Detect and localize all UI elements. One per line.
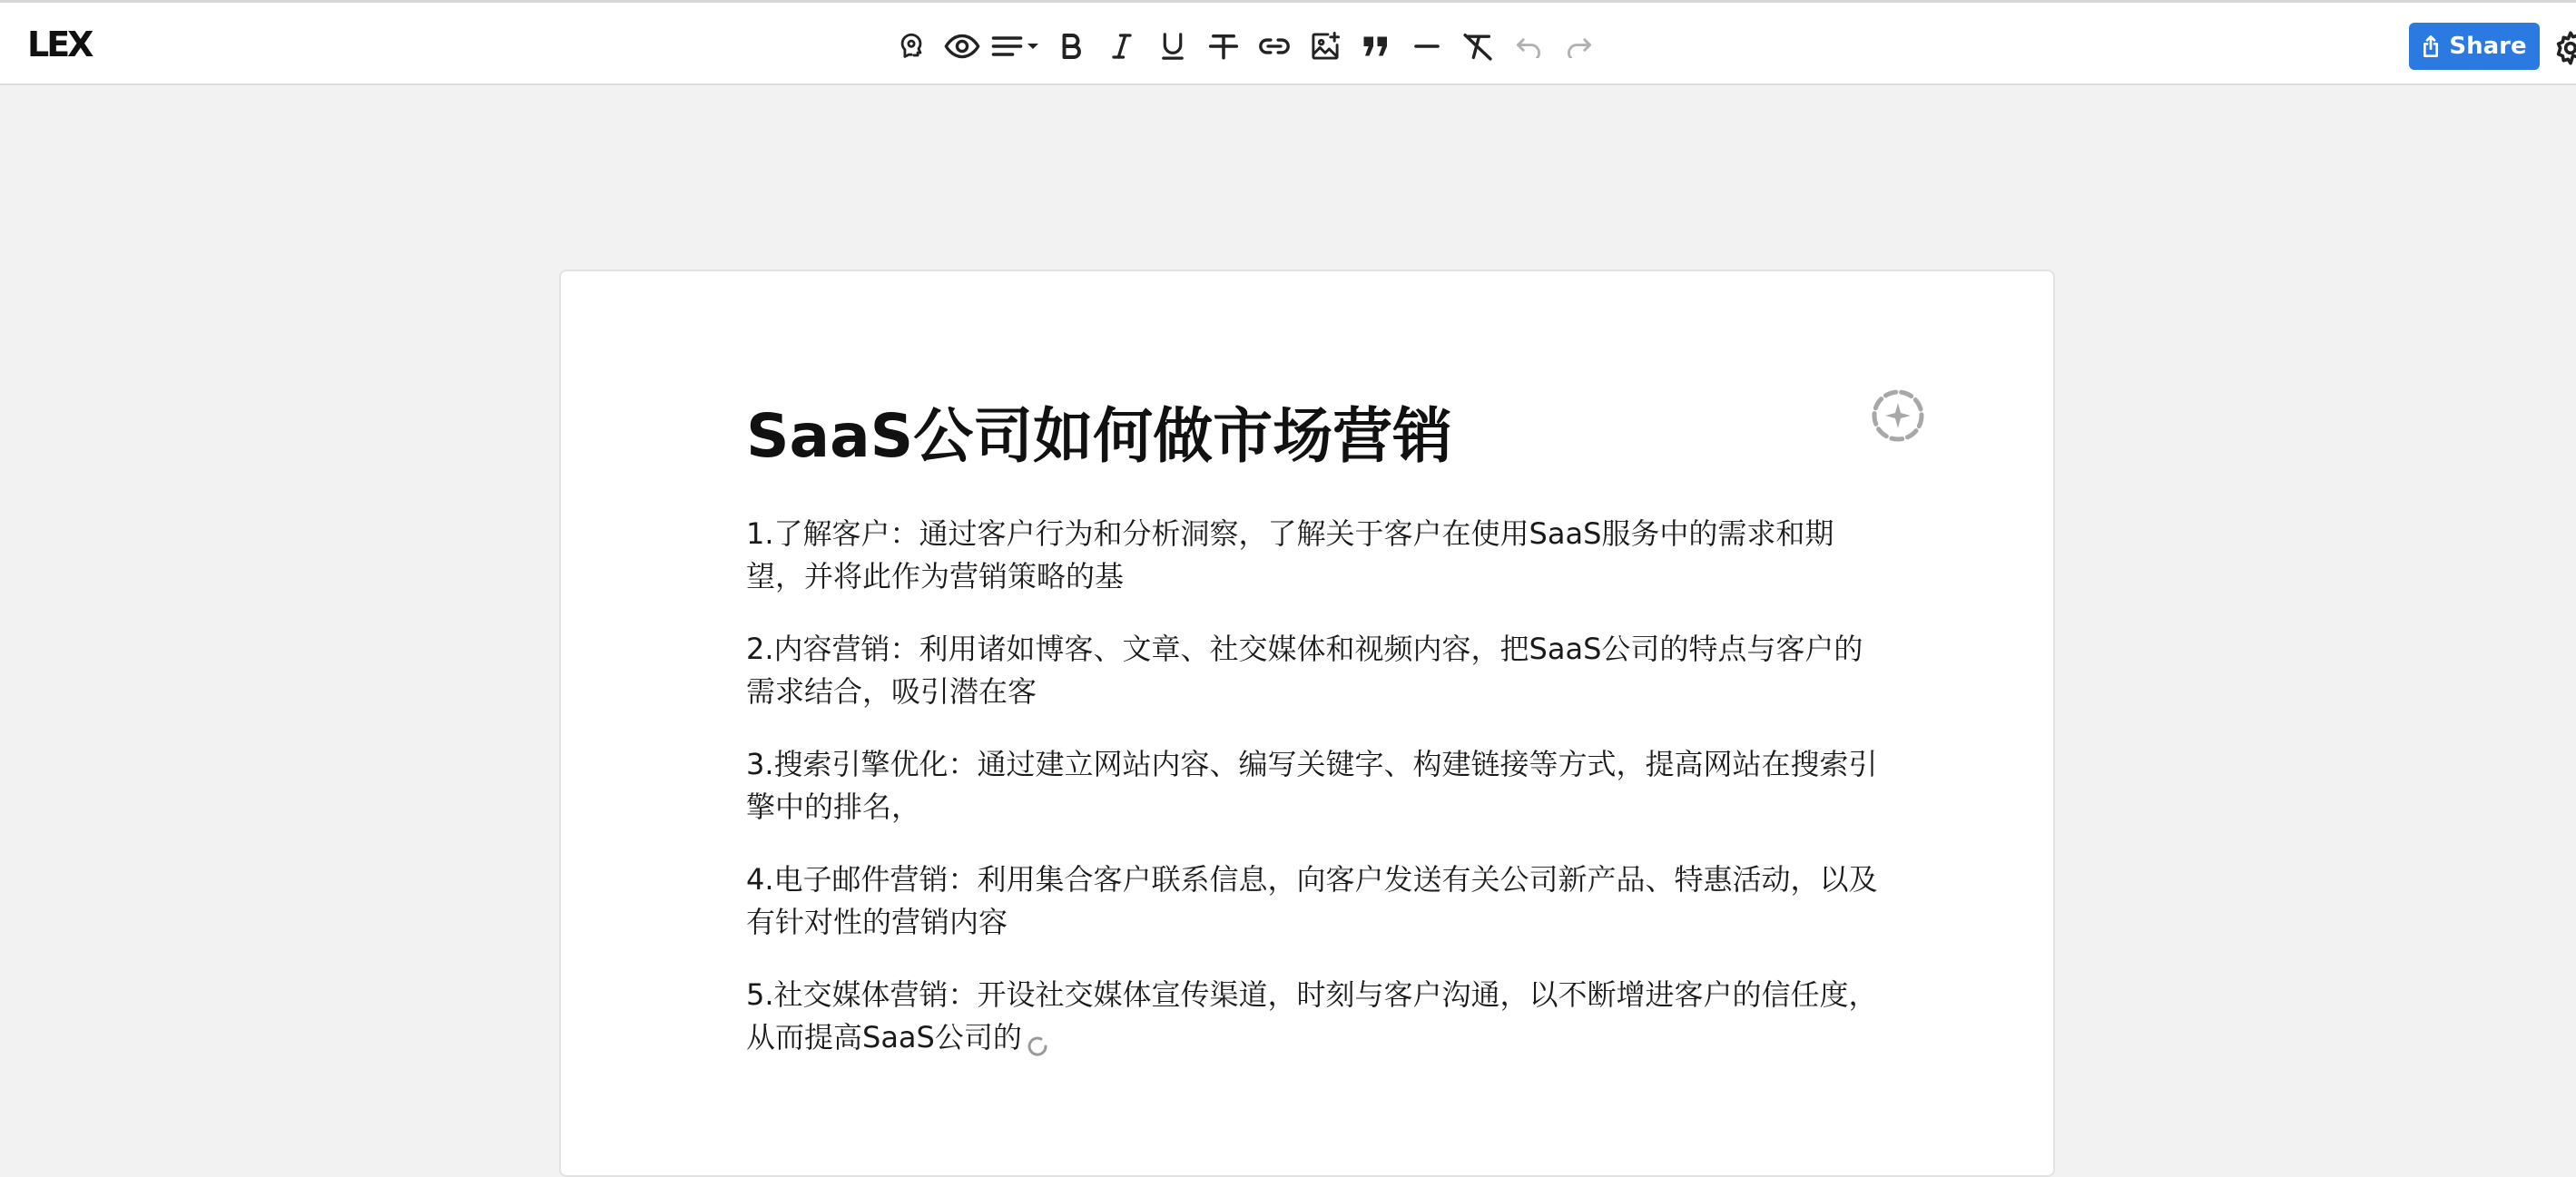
ai-sparkle-icon[interactable]: [1870, 387, 1926, 444]
document-title[interactable]: SaaS公司如何做市场营销: [746, 401, 1453, 471]
paragraph[interactable]: 4.电子邮件营销：利用集合客户联系信息，向客户发送有关公司新产品、特惠活动，以及有针对性的营销内容: [746, 862, 1878, 939]
app-logo: LEX: [27, 25, 92, 64]
clear-format-icon[interactable]: [1452, 25, 1503, 68]
undo-icon[interactable]: [1503, 25, 1554, 68]
document-page[interactable]: [559, 270, 2055, 1177]
horizontal-rule-icon[interactable]: [1401, 25, 1452, 68]
bold-icon[interactable]: [1046, 25, 1096, 68]
quote-icon[interactable]: [1351, 25, 1401, 68]
paragraph[interactable]: 2.内容营销：利用诸如博客、文章、社交媒体和视频内容，把SaaS公司的特点与客户的需求结合，吸引潜在客: [746, 632, 1863, 709]
image-icon[interactable]: [1300, 25, 1351, 68]
italic-icon[interactable]: [1096, 25, 1147, 68]
paragraph[interactable]: [746, 974, 1890, 1059]
eye-icon[interactable]: [937, 25, 988, 68]
paragraph[interactable]: 1.了解客户：通过客户行为和分析洞察，了解关于客户在使用SaaS服务中的需求和期望，并将此作为营销策略的基: [746, 516, 1834, 593]
strikethrough-icon[interactable]: [1198, 25, 1249, 68]
document-body[interactable]: [746, 513, 1890, 1089]
align-dropdown-icon[interactable]: [988, 25, 1046, 68]
paragraph-text: 5.社交媒体营销：开设社交媒体宣传渠道，时刻与客户沟通，以不断增进客户的信任度，从而提高SaaS公司的: [746, 977, 1878, 1054]
paragraph[interactable]: 3.搜索引擎优化：通过建立网站内容、编写关键字、构建链接等方式，提高网站在搜索引擎中的排名，: [746, 747, 1878, 824]
formatting-toolbar: [886, 25, 1605, 68]
redo-icon[interactable]: [1554, 25, 1605, 68]
link-icon[interactable]: [1249, 25, 1300, 68]
underline-icon[interactable]: [1147, 25, 1198, 68]
ai-brain-icon[interactable]: [886, 25, 937, 68]
loading-spinner-icon: [1026, 1027, 1049, 1051]
top-bar: [0, 0, 2576, 85]
share-button[interactable]: [2409, 23, 2540, 70]
gear-icon[interactable]: [2552, 30, 2576, 66]
share-icon: [2422, 35, 2440, 57]
share-label: Share: [2449, 33, 2527, 60]
